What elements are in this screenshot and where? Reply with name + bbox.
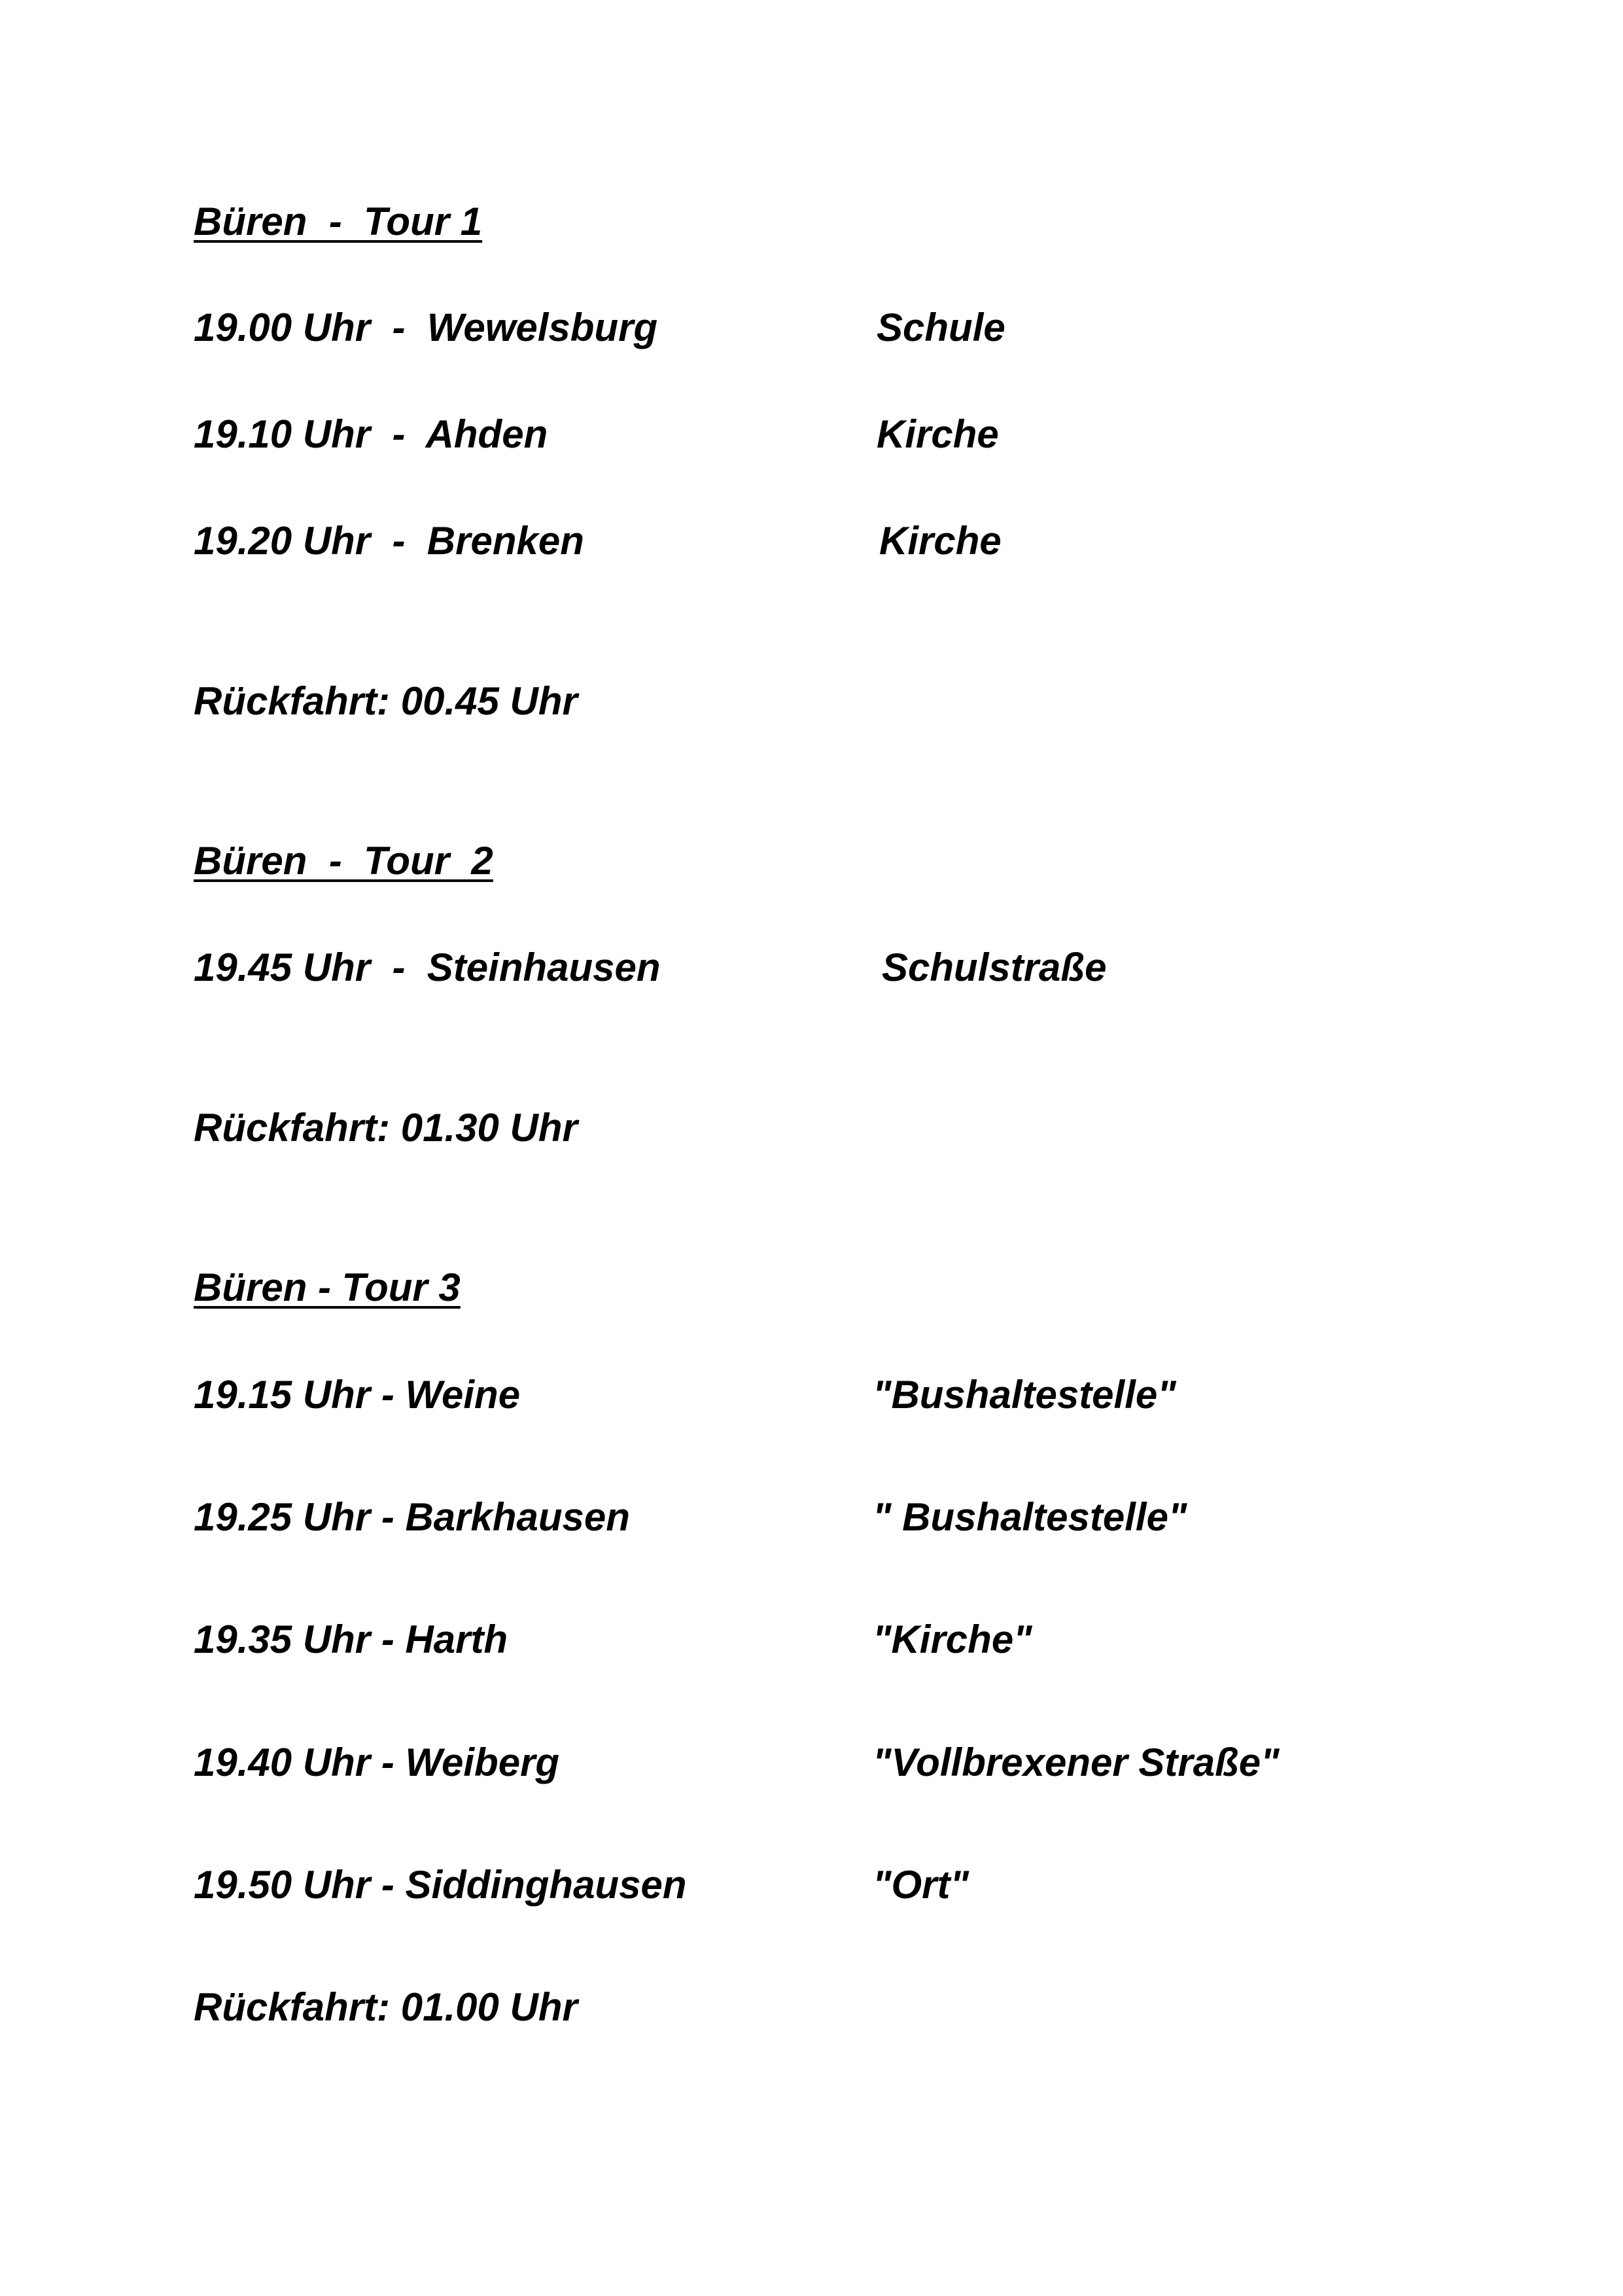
- tour-3-return: Rückfahrt: 01.00 Uhr: [194, 1985, 578, 2029]
- tour-3-stop-4-time-place: 19.40 Uhr - Weiberg: [194, 1740, 560, 1784]
- tour-1-stop-2-time-place: 19.10 Uhr - Ahden: [194, 412, 548, 456]
- tour-3-stop-4-location: "Vollbrexener Straße": [873, 1740, 1280, 1784]
- tour-2-stop-1-time-place: 19.45 Uhr - Steinhausen: [194, 945, 661, 989]
- tour-1-stop-1-time-place: 19.00 Uhr - Wewelsburg: [194, 306, 658, 349]
- tour-1-stop-2-location: Kirche: [877, 412, 999, 456]
- tour-2-heading: Büren - Tour 2: [194, 839, 493, 883]
- tour-3-stop-3-time-place: 19.35 Uhr - Harth: [194, 1617, 508, 1661]
- tour-1-stop-1-location: Schule: [877, 306, 1005, 349]
- tour-3-stop-2-time-place: 19.25 Uhr - Barkhausen: [194, 1495, 630, 1539]
- tour-3-stop-2-location: " Bushaltestelle": [873, 1495, 1187, 1539]
- tour-3-stop-3-location: "Kirche": [873, 1617, 1032, 1661]
- tour-3-stop-5-time-place: 19.50 Uhr - Siddinghausen: [194, 1863, 687, 1907]
- tour-3-heading: Büren - Tour 3: [194, 1265, 461, 1309]
- tour-2-return: Rückfahrt: 01.30 Uhr: [194, 1106, 578, 1150]
- tour-3-stop-1-location: "Bushaltestelle": [873, 1373, 1176, 1417]
- tour-1-return: Rückfahrt: 00.45 Uhr: [194, 679, 578, 723]
- tour-1-stop-3-time-place: 19.20 Uhr - Brenken: [194, 519, 584, 563]
- tour-1-heading: Büren - Tour 1: [194, 200, 483, 243]
- tour-3-stop-1-time-place: 19.15 Uhr - Weine: [194, 1373, 521, 1417]
- tour-3-stop-5-location: "Ort": [873, 1863, 969, 1907]
- tour-1-stop-3-location: Kirche: [879, 519, 1002, 563]
- tour-2-stop-1-location: Schulstraße: [882, 945, 1107, 989]
